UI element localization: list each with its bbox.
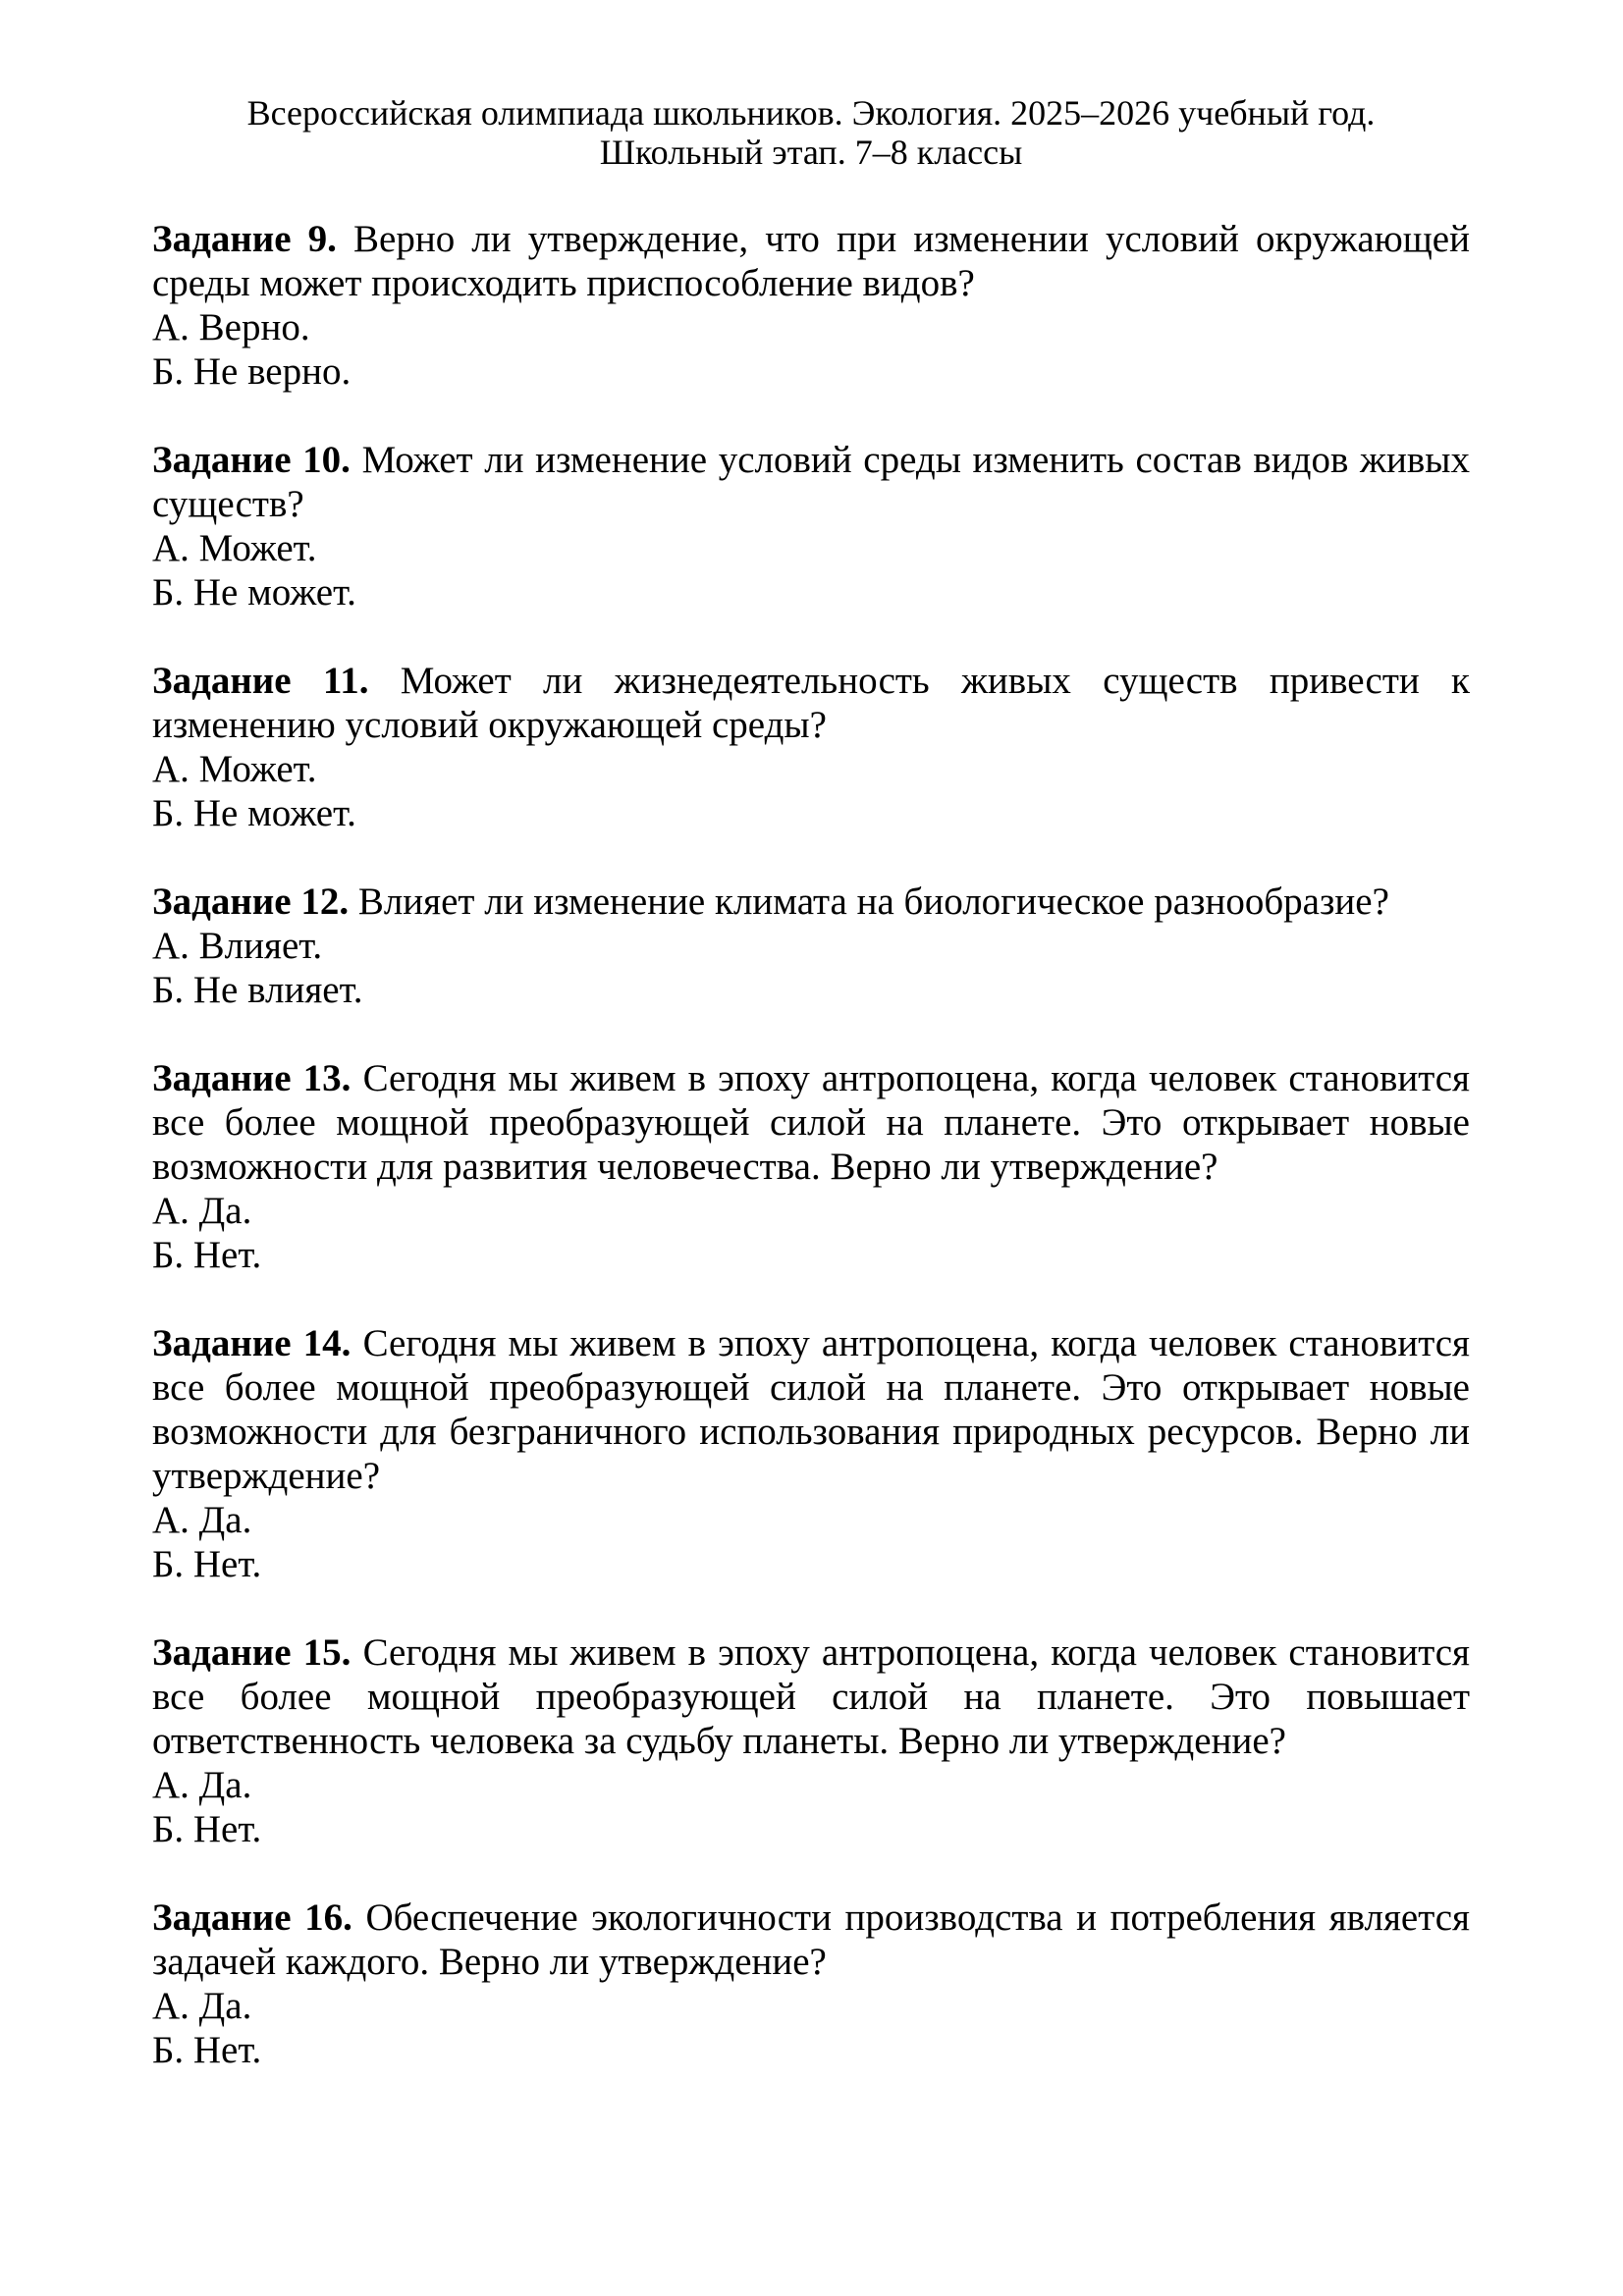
task-15-question-text: Сегодня мы живем в эпоху антропоцена, когда человек становится все более мощной преобразующей силой на планете. Это повышает ответственность человека за судьбу планеты. Верно ли утверждение? <box>152 1631 1470 1762</box>
task-12-option-b: Б. Не влияет. <box>152 969 363 1011</box>
task-9-question <box>152 217 1470 305</box>
task-10-option-a: А. Может. <box>152 527 317 569</box>
task-16-label: Задание 16. <box>152 1896 352 1939</box>
header-title-line1: Всероссийская олимпиада школьников. Экология. 2025–2026 учебный год. <box>246 93 1376 133</box>
header-title-line2: Школьный этап. 7–8 классы <box>599 133 1023 172</box>
task-10-question-text: Может ли изменение условий среды изменить состав видов живых существ? <box>152 439 1470 525</box>
task-15-label: Задание 15. <box>152 1631 352 1674</box>
task-10-option-b: Б. Не может. <box>152 571 356 614</box>
task-9-question-text: Верно ли утверждение, что при изменении условий окружающей среды может происходить приспособление видов? <box>152 218 1470 304</box>
task-16-question <box>152 1896 1470 1984</box>
task-15-option-b: Б. Нет. <box>152 1808 262 1850</box>
task-12 <box>152 880 1470 1012</box>
task-12-question <box>152 880 1470 924</box>
task-14-question <box>152 1321 1470 1498</box>
task-10-label: Задание 10. <box>152 439 351 481</box>
task-15-question <box>152 1630 1470 1763</box>
task-12-label: Задание 12. <box>152 881 350 923</box>
task-12-option-a: А. Влияет. <box>152 925 323 967</box>
task-9-label: Задание 9. <box>152 218 337 260</box>
task-16 <box>152 1896 1470 2072</box>
task-14-option-b: Б. Нет. <box>152 1543 262 1585</box>
task-16-question-text: Обеспечение экологичности производства и потребления является задачей каждого. Верно ли утверждение? <box>152 1896 1470 1983</box>
task-11-option-b: Б. Не может. <box>152 792 356 834</box>
task-10 <box>152 438 1470 614</box>
task-13-question-text: Сегодня мы живем в эпоху антропоцена, когда человек становится все более мощной преобразующей силой на планете. Это открывает новые возможности для развития человечества. Верно ли утверждение? <box>152 1057 1470 1188</box>
task-11-question-text: Может ли жизнедеятельность живых существ привести к изменению условий окружающей среды? <box>152 660 1470 746</box>
task-14-label: Задание 14. <box>152 1322 352 1364</box>
task-9-option-a: А. Верно. <box>152 306 310 348</box>
task-11-label: Задание 11. <box>152 660 369 702</box>
task-14-question-text: Сегодня мы живем в эпоху антропоцена, когда человек становится все более мощной преобразующей силой на планете. Это открывает новые возможности для безграничного использования природных ресурсов. Верно ли утверждение? <box>152 1322 1470 1497</box>
task-10-question <box>152 438 1470 526</box>
task-13 <box>152 1056 1470 1277</box>
task-9-option-b: Б. Не верно. <box>152 350 352 393</box>
task-14 <box>152 1321 1470 1586</box>
task-11-option-a: А. Может. <box>152 748 317 790</box>
task-16-option-b: Б. Нет. <box>152 2029 262 2071</box>
task-13-label: Задание 13. <box>152 1057 352 1099</box>
task-9 <box>152 217 1470 394</box>
task-14-option-a: А. Да. <box>152 1499 252 1541</box>
task-12-question-text: Влияет ли изменение климата на биологическое разнообразие? <box>357 881 1389 923</box>
task-15 <box>152 1630 1470 1851</box>
task-13-question <box>152 1056 1470 1189</box>
task-15-option-a: А. Да. <box>152 1764 252 1806</box>
document-header <box>152 93 1470 172</box>
task-16-option-a: А. Да. <box>152 1985 252 2027</box>
task-13-option-a: А. Да. <box>152 1190 252 1232</box>
task-11 <box>152 659 1470 835</box>
task-11-question <box>152 659 1470 747</box>
task-13-option-b: Б. Нет. <box>152 1234 262 1276</box>
